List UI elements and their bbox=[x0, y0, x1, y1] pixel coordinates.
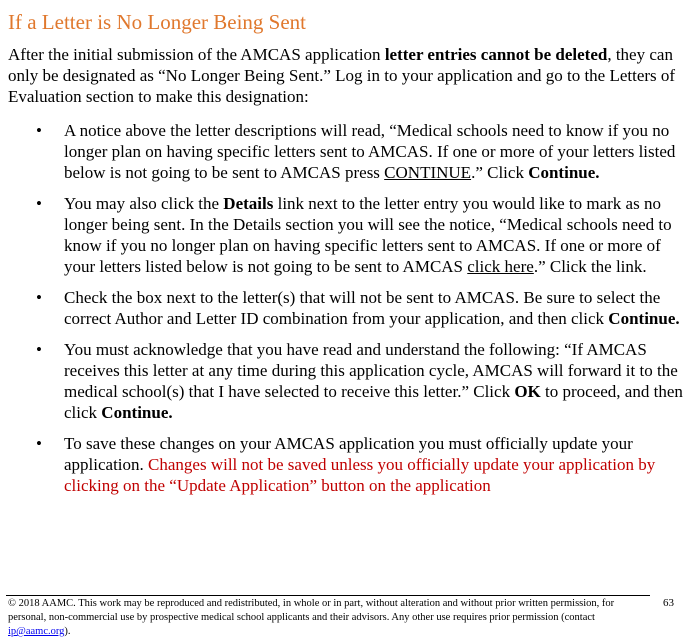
item-text: to proceed, and then click bbox=[64, 382, 683, 422]
bullet-icon: • bbox=[36, 434, 42, 453]
bullet-icon: • bbox=[36, 340, 42, 359]
warning-red-text: Changes will not be saved unless you officially update your application by clicking on the “Update Application” button on the application bbox=[64, 455, 656, 495]
item-text: You may also click the bbox=[64, 194, 224, 213]
footer-text: © 2018 AAMC. This work may be reproduced and redistributed, in whole or in part, without alteration and without prior written permission, for personal, non-commercial use by prospective medical school applicants and their advisors. Any other use requires prior permission (contact bbox=[8, 598, 615, 623]
item-bold: Continue. bbox=[528, 163, 600, 182]
instruction-list bbox=[0, 120, 693, 506]
list-item bbox=[0, 120, 693, 183]
page-number: 63 bbox=[663, 597, 674, 609]
item-text: link next to the letter entry you would like to mark as no longer being sent. In the Details section you will see the notice, “Medical schools need to know if you no longer plan on having specific letters sent to AMCAS. If one or more of your letters listed below is not going to be sent to AMCAS bbox=[64, 194, 672, 276]
list-item bbox=[0, 339, 693, 423]
bullet-icon: • bbox=[36, 121, 42, 140]
item-text: .” Click bbox=[471, 163, 529, 182]
footer-divider bbox=[6, 595, 650, 596]
continue-underlined: CONTINUE bbox=[384, 163, 472, 182]
list-item bbox=[0, 193, 693, 277]
item-text: .” Click the link. bbox=[533, 257, 647, 276]
intro-paragraph bbox=[8, 44, 684, 107]
section-title: If a Letter is No Longer Being Sent bbox=[8, 10, 306, 34]
intro-text: After the initial submission of the AMCAS application bbox=[8, 45, 385, 64]
bullet-icon: • bbox=[36, 194, 42, 213]
list-item bbox=[0, 287, 693, 329]
item-bold: Continue. bbox=[101, 403, 173, 422]
item-text: Check the box next to the letter(s) that will not be sent to AMCAS. Be sure to select the correct Author and Letter ID combination from your application, and then click bbox=[64, 288, 661, 328]
item-bold: Continue. bbox=[608, 309, 680, 328]
item-bold: OK bbox=[514, 382, 541, 401]
copyright-footer bbox=[8, 597, 648, 639]
item-bold: Details bbox=[223, 194, 274, 213]
list-item bbox=[0, 433, 693, 496]
item-text: You must acknowledge that you have read and understand the following: “If AMCAS receives this letter at any time during this application cycle, AMCAS will forward it to the medical school(s) that I have selected to receive this letter.” Click bbox=[64, 340, 678, 401]
click-here-underlined: click here bbox=[467, 257, 534, 276]
contact-email-link[interactable]: ip@aamc.org bbox=[8, 626, 65, 637]
intro-bold: letter entries cannot be deleted bbox=[384, 45, 608, 64]
intro-text-2: , they can only be designated as “No Longer Being Sent.” Log in to your application and go to the Letters of Evaluation section to make this designation: bbox=[8, 45, 676, 106]
item-text: To save these changes on your AMCAS application you must officially update your application. bbox=[64, 434, 633, 474]
bullet-icon: • bbox=[36, 288, 42, 307]
footer-text-end: ). bbox=[64, 626, 71, 637]
item-text: A notice above the letter descriptions will read, “Medical schools need to know if you no longer plan on having specific letters sent to AMCAS. If one or more of your letters listed below is not going to be sent to AMCAS press bbox=[64, 121, 676, 182]
